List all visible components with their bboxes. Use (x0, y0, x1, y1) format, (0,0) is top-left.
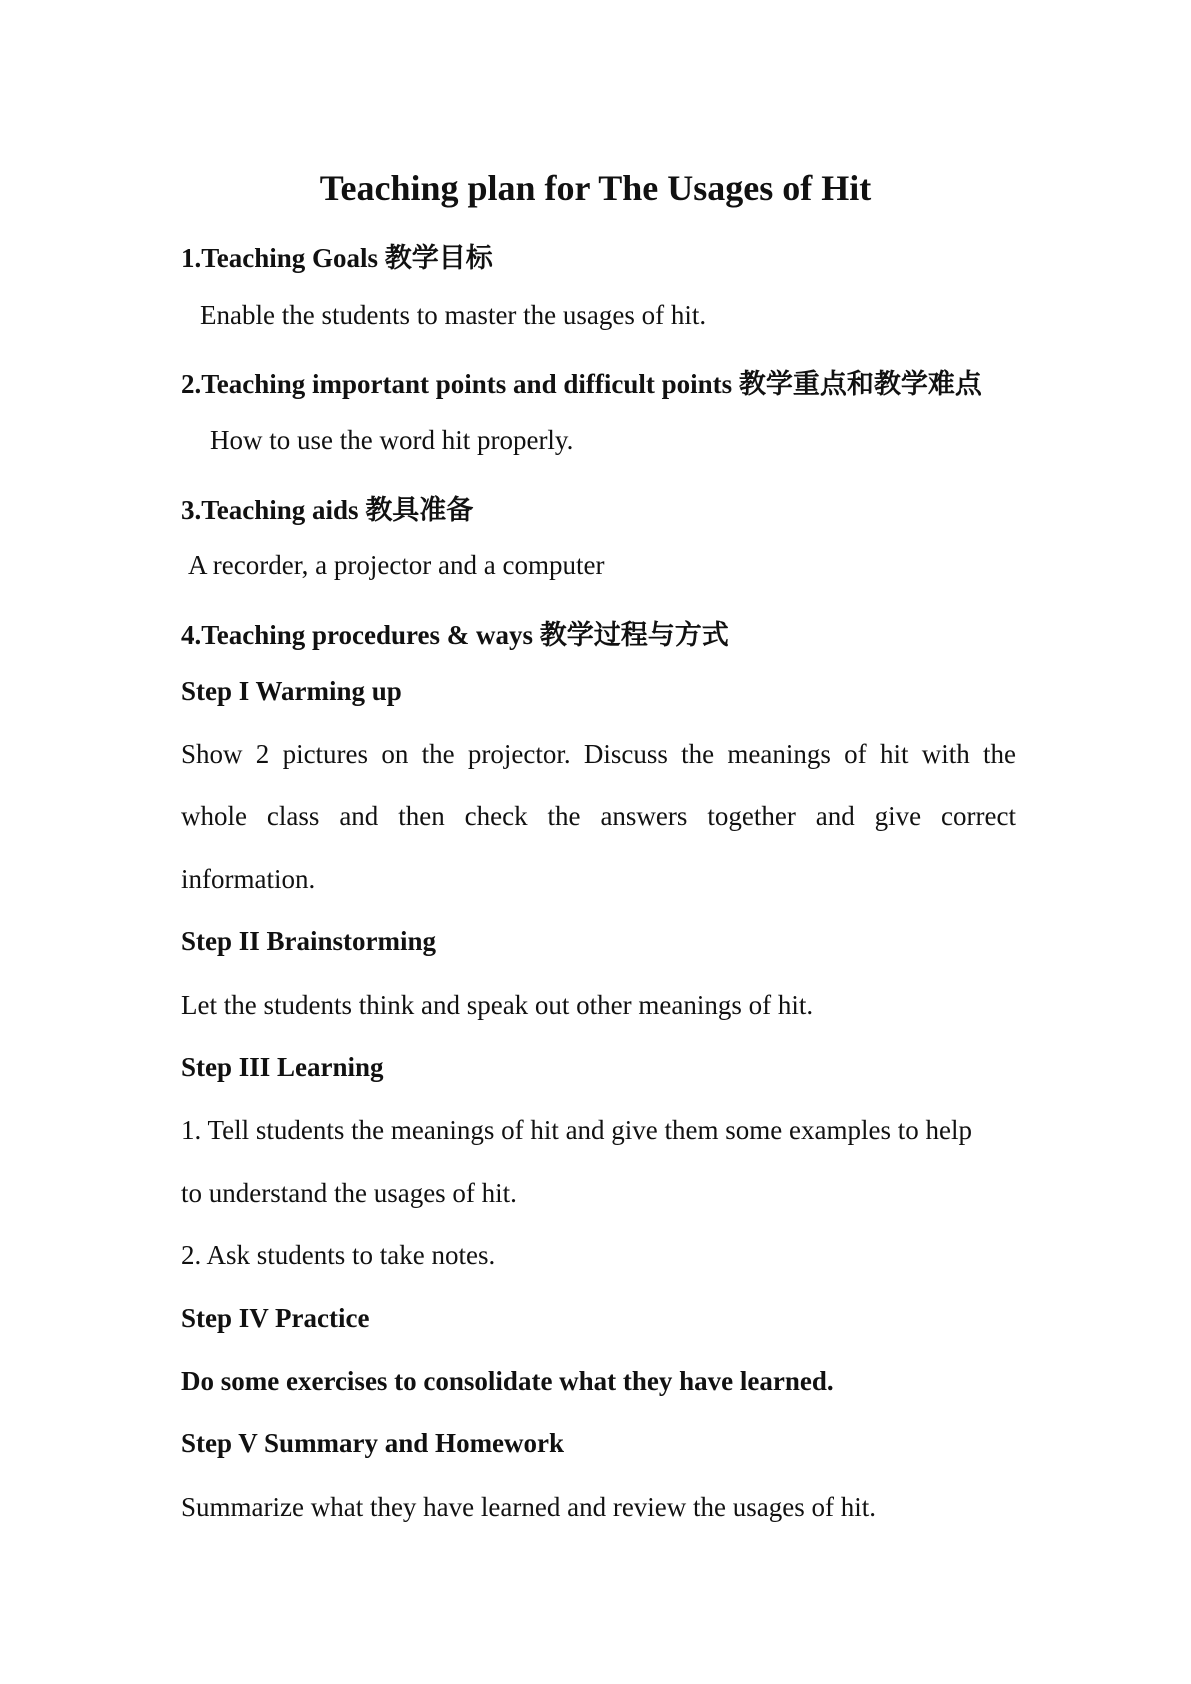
heading-teaching-goals-en: 1.Teaching Goals (181, 243, 385, 273)
step3-text-line1: 1. Tell students the meanings of hit and give them some examples to help (181, 1115, 972, 1145)
heading-important-points-cn: 教学重点和教学难点 (738, 369, 982, 400)
heading-teaching-procedures-en: 4.Teaching procedures & ways (181, 620, 540, 650)
step5-heading: Step V Summary and Homework (181, 1428, 565, 1458)
step1-text-line2: whole class and then check the answers together and give correct (181, 801, 1016, 831)
heading-important-points (181, 362, 982, 401)
step1-text-line1: Show 2 pictures on the projector. Discuss the meanings of hit with the (181, 739, 1016, 769)
step4-text: Do some exercises to consolidate what they have learned. (181, 1366, 834, 1396)
step1-text-line3: information. (181, 864, 316, 894)
step2-heading: Step II Brainstorming (181, 926, 437, 956)
heading-teaching-goals (181, 236, 493, 275)
teaching-goals-text: Enable the students to master the usages of hit. (200, 300, 707, 330)
heading-teaching-procedures-cn: 教学过程与方式 (539, 620, 729, 651)
step3-text-line3: 2. Ask students to take notes. (181, 1240, 496, 1270)
step3-heading: Step III Learning (181, 1052, 384, 1082)
heading-important-points-en: 2.Teaching important points and difficult points (181, 369, 739, 399)
step3-text-line2: to understand the usages of hit. (181, 1178, 517, 1208)
step4-heading: Step IV Practice (181, 1303, 370, 1333)
document-title: Teaching plan for The Usages of Hit (319, 168, 872, 208)
step2-text: Let the students think and speak out other meanings of hit. (181, 990, 814, 1020)
heading-teaching-procedures (181, 613, 729, 652)
heading-teaching-aids-cn: 教具准备 (365, 495, 474, 526)
teaching-aids-text: A recorder, a projector and a computer (188, 550, 605, 580)
heading-teaching-aids-en: 3.Teaching aids (181, 495, 366, 525)
important-points-text: How to use the word hit properly. (210, 425, 574, 455)
heading-teaching-goals-cn: 教学目标 (384, 243, 493, 274)
step5-text: Summarize what they have learned and review the usages of hit. (181, 1492, 876, 1522)
step1-heading: Step I Warming up (181, 676, 402, 706)
heading-teaching-aids (181, 488, 473, 527)
